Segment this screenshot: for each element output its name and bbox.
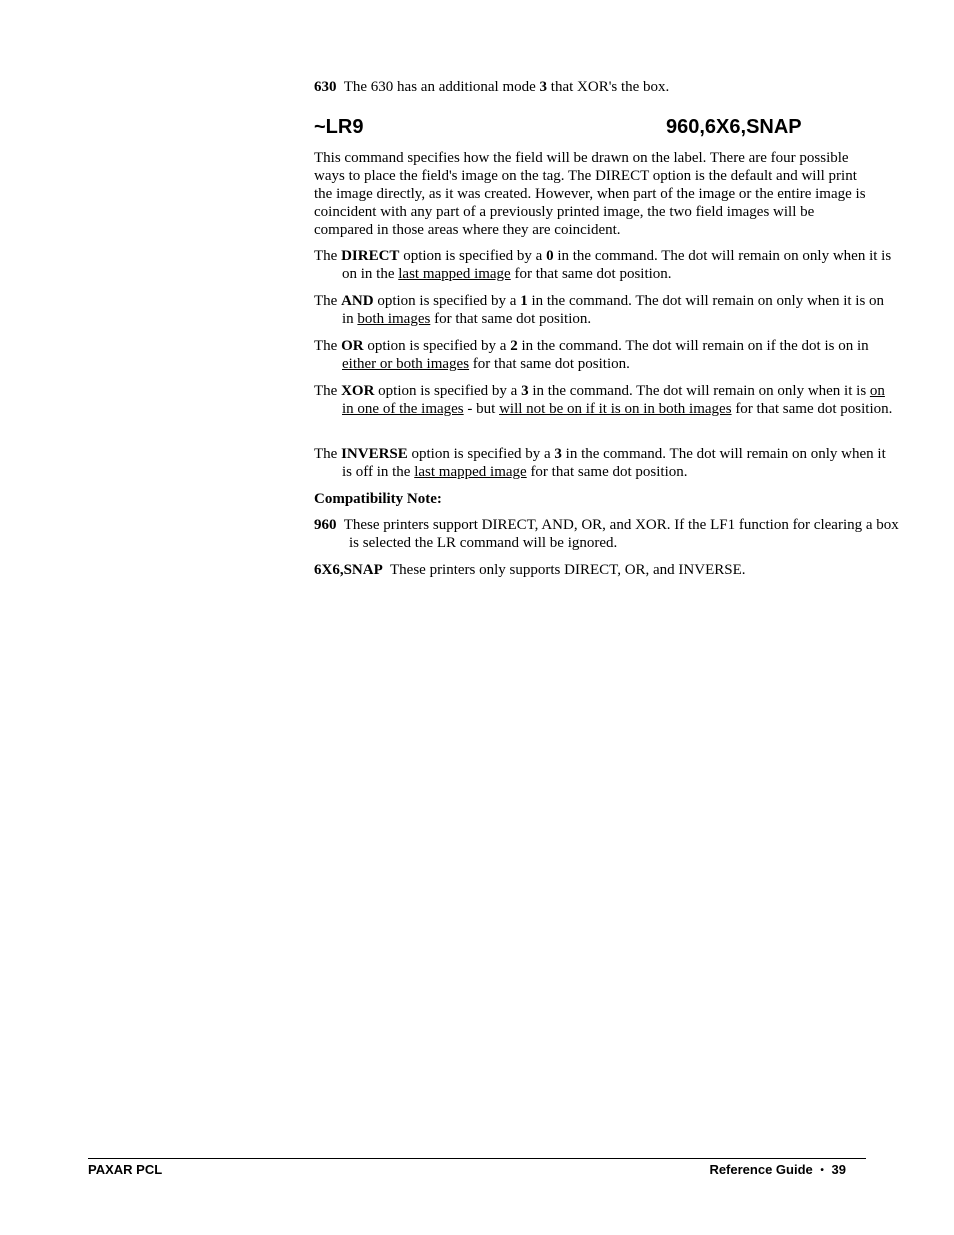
option-name: DIRECT <box>341 248 400 264</box>
option-direct <box>314 247 894 283</box>
option-prefix: The <box>314 446 342 462</box>
compatibility-title: Compatibility Note: <box>314 491 442 507</box>
compatibility-note-960 <box>314 516 901 552</box>
compat-model: 960 <box>314 517 337 533</box>
intro-630-note <box>314 78 866 96</box>
option-value: 1 <box>520 293 528 309</box>
option-name: INVERSE <box>341 446 408 462</box>
option-text: in the command. The dot will remain on only when it is <box>528 383 870 399</box>
option-text: in the command. The dot will remain on if the dot is on in <box>517 338 869 354</box>
compat-text: These printers only supports DIRECT, OR, and INVERSE. <box>390 562 746 578</box>
option-text: in the command. The dot will remain on only when it is on in <box>342 293 885 327</box>
option-text: option is specified by a <box>363 338 511 354</box>
option-and <box>314 292 894 328</box>
option-emphasis: on in one of the images <box>342 383 885 417</box>
option-inverse <box>314 445 894 481</box>
option-value: 0 <box>546 248 554 264</box>
option-text: option is specified by a <box>373 293 521 309</box>
compat-model: 6X6,SNAP <box>314 562 383 578</box>
option-emphasis: both images <box>357 311 431 327</box>
option-text: option is specified by a <box>374 383 522 399</box>
compatibility-note-6x6-snap <box>314 561 866 579</box>
intro-text-2: that XOR's the box. <box>547 79 670 95</box>
option-text: for that same dot position. <box>430 311 592 327</box>
compat-text: These printers support DIRECT, AND, OR, and XOR. If the LF1 function for clearing a box is selected the LR command will be ignored. <box>343 517 899 551</box>
footer-divider <box>88 1158 866 1159</box>
option-emphasis: will not be on if it is on in both images <box>499 401 732 417</box>
option-name: XOR <box>341 383 375 399</box>
option-prefix: The <box>314 383 342 399</box>
option-text: - but <box>463 401 500 417</box>
command-description: This command specifies how the field will be drawn on the label. There are four possible ways to place the field's image on the tag. The DIRECT option is the default and will print the image directly, as it was created. However, when part of the image or the entire image is coincident with any part of a previously printed image, the two field images will be compared in those areas where they are coincident. <box>314 150 866 238</box>
option-text: for that same dot position. <box>510 266 672 282</box>
footer-guide-label: Reference Guide <box>709 1162 813 1177</box>
bullet-icon: • <box>820 1165 824 1176</box>
intro-text-1: The 630 has an additional mode <box>343 79 540 95</box>
option-value: 3 <box>554 446 562 462</box>
command-heading <box>314 116 866 140</box>
option-xor <box>314 382 894 418</box>
option-text: in the command. The dot will remain on only when it is off in the <box>342 446 886 480</box>
option-text: option is specified by a <box>407 446 555 462</box>
intro-model: 630 <box>314 79 337 95</box>
option-value: 3 <box>521 383 529 399</box>
footer-page-info <box>709 1162 846 1177</box>
footer-product-name: PAXAR PCL <box>88 1162 163 1177</box>
option-text: for that same dot position. <box>526 464 688 480</box>
option-emphasis: last mapped image <box>414 464 527 480</box>
page-number: 39 <box>831 1162 846 1177</box>
option-text: in the command. The dot will remain on only when it is on in the <box>342 248 892 282</box>
option-prefix: The <box>314 248 342 264</box>
option-text: for that same dot position. <box>469 356 630 372</box>
option-prefix: The <box>314 338 342 354</box>
option-emphasis: last mapped image <box>398 266 511 282</box>
intro-mode: 3 <box>539 79 548 95</box>
option-value: 2 <box>510 338 518 354</box>
option-text: for that same dot position. <box>731 401 893 417</box>
option-text: option is specified by a <box>399 248 547 264</box>
option-name: OR <box>341 338 364 354</box>
option-prefix: The <box>314 293 342 309</box>
command-models: 960,6X6,SNAP <box>666 116 802 138</box>
option-or <box>314 337 894 373</box>
option-name: AND <box>341 293 374 309</box>
command-name: ~LR9 <box>314 116 364 138</box>
option-emphasis: either or both images <box>342 356 470 372</box>
